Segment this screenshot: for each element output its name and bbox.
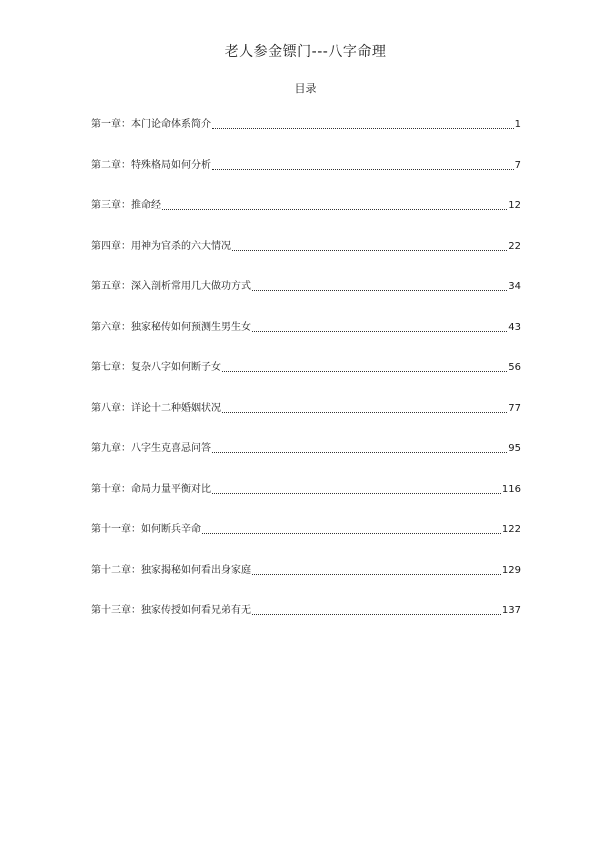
toc-chapter-title: 第六章：独家秘传如何预测生男生女 (91, 321, 251, 333)
toc-page-number: 122 (501, 524, 521, 535)
toc-heading: 目录 (294, 82, 317, 95)
toc-page-number: 56 (508, 362, 521, 373)
toc-chapter-title: 第十三章：独家传授如何看兄弟有无 (91, 605, 251, 616)
dot-leader (222, 371, 507, 372)
toc-chapter-title: 第二章：特殊格局如何分析 (91, 159, 211, 171)
toc-chapter-title: 第一章：本门论命体系简介 (91, 119, 211, 130)
toc-chapter-title: 第十章：命局力量平衡对比 (91, 483, 211, 495)
toc-entry[interactable] (91, 521, 521, 537)
toc-chapter-title: 第九章：八字生克喜忌问答 (91, 443, 211, 454)
table-of-contents (91, 116, 521, 643)
toc-chapter-title: 第十二章：独家揭秘如何看出身家庭 (91, 564, 251, 576)
dot-leader (212, 452, 507, 453)
toc-page-number: 7 (514, 159, 521, 171)
dot-leader (212, 169, 514, 170)
toc-page-number: 95 (508, 443, 521, 454)
toc-page-number: 1 (514, 119, 521, 130)
dot-leader (202, 533, 501, 534)
dot-leader (212, 128, 514, 129)
toc-chapter-title: 第七章：复杂八字如何断子女 (91, 362, 221, 373)
dot-leader (162, 209, 507, 210)
toc-page-number: 22 (508, 240, 521, 252)
toc-page-number: 137 (501, 605, 521, 616)
dot-leader (232, 250, 507, 251)
toc-entry[interactable] (91, 197, 521, 213)
toc-page-number: 12 (508, 200, 521, 211)
document-title: 老人参金镖门---八字命理 (224, 44, 387, 60)
toc-entry[interactable] (91, 116, 521, 132)
toc-page-number: 43 (508, 321, 521, 333)
dot-leader (252, 614, 501, 615)
toc-entry[interactable] (91, 481, 521, 497)
toc-entry[interactable] (91, 440, 521, 456)
toc-entry[interactable] (91, 238, 521, 254)
toc-page-number: 34 (508, 281, 521, 292)
toc-entry[interactable] (91, 359, 521, 375)
dot-leader (252, 290, 507, 291)
toc-entry[interactable] (91, 602, 521, 618)
toc-entry[interactable] (91, 319, 521, 335)
toc-entry[interactable] (91, 400, 521, 416)
toc-entry[interactable] (91, 562, 521, 578)
dot-leader (252, 331, 507, 332)
toc-chapter-title: 第五章：深入剖析常用几大做功方式 (91, 281, 251, 292)
toc-chapter-title: 第三章：推命经 (91, 200, 161, 211)
toc-chapter-title: 第四章：用神为官杀的六大情况 (91, 240, 231, 252)
toc-entry[interactable] (91, 157, 521, 173)
toc-chapter-title: 第十一章：如何断兵辛命 (91, 524, 201, 535)
dot-leader (222, 412, 507, 413)
toc-page-number: 116 (501, 483, 521, 495)
toc-page-number: 77 (508, 402, 521, 414)
toc-entry[interactable] (91, 278, 521, 294)
toc-chapter-title: 第八章：详论十二种婚姻状况 (91, 402, 221, 414)
toc-page-number: 129 (501, 564, 521, 576)
dot-leader (252, 574, 501, 575)
dot-leader (212, 493, 501, 494)
